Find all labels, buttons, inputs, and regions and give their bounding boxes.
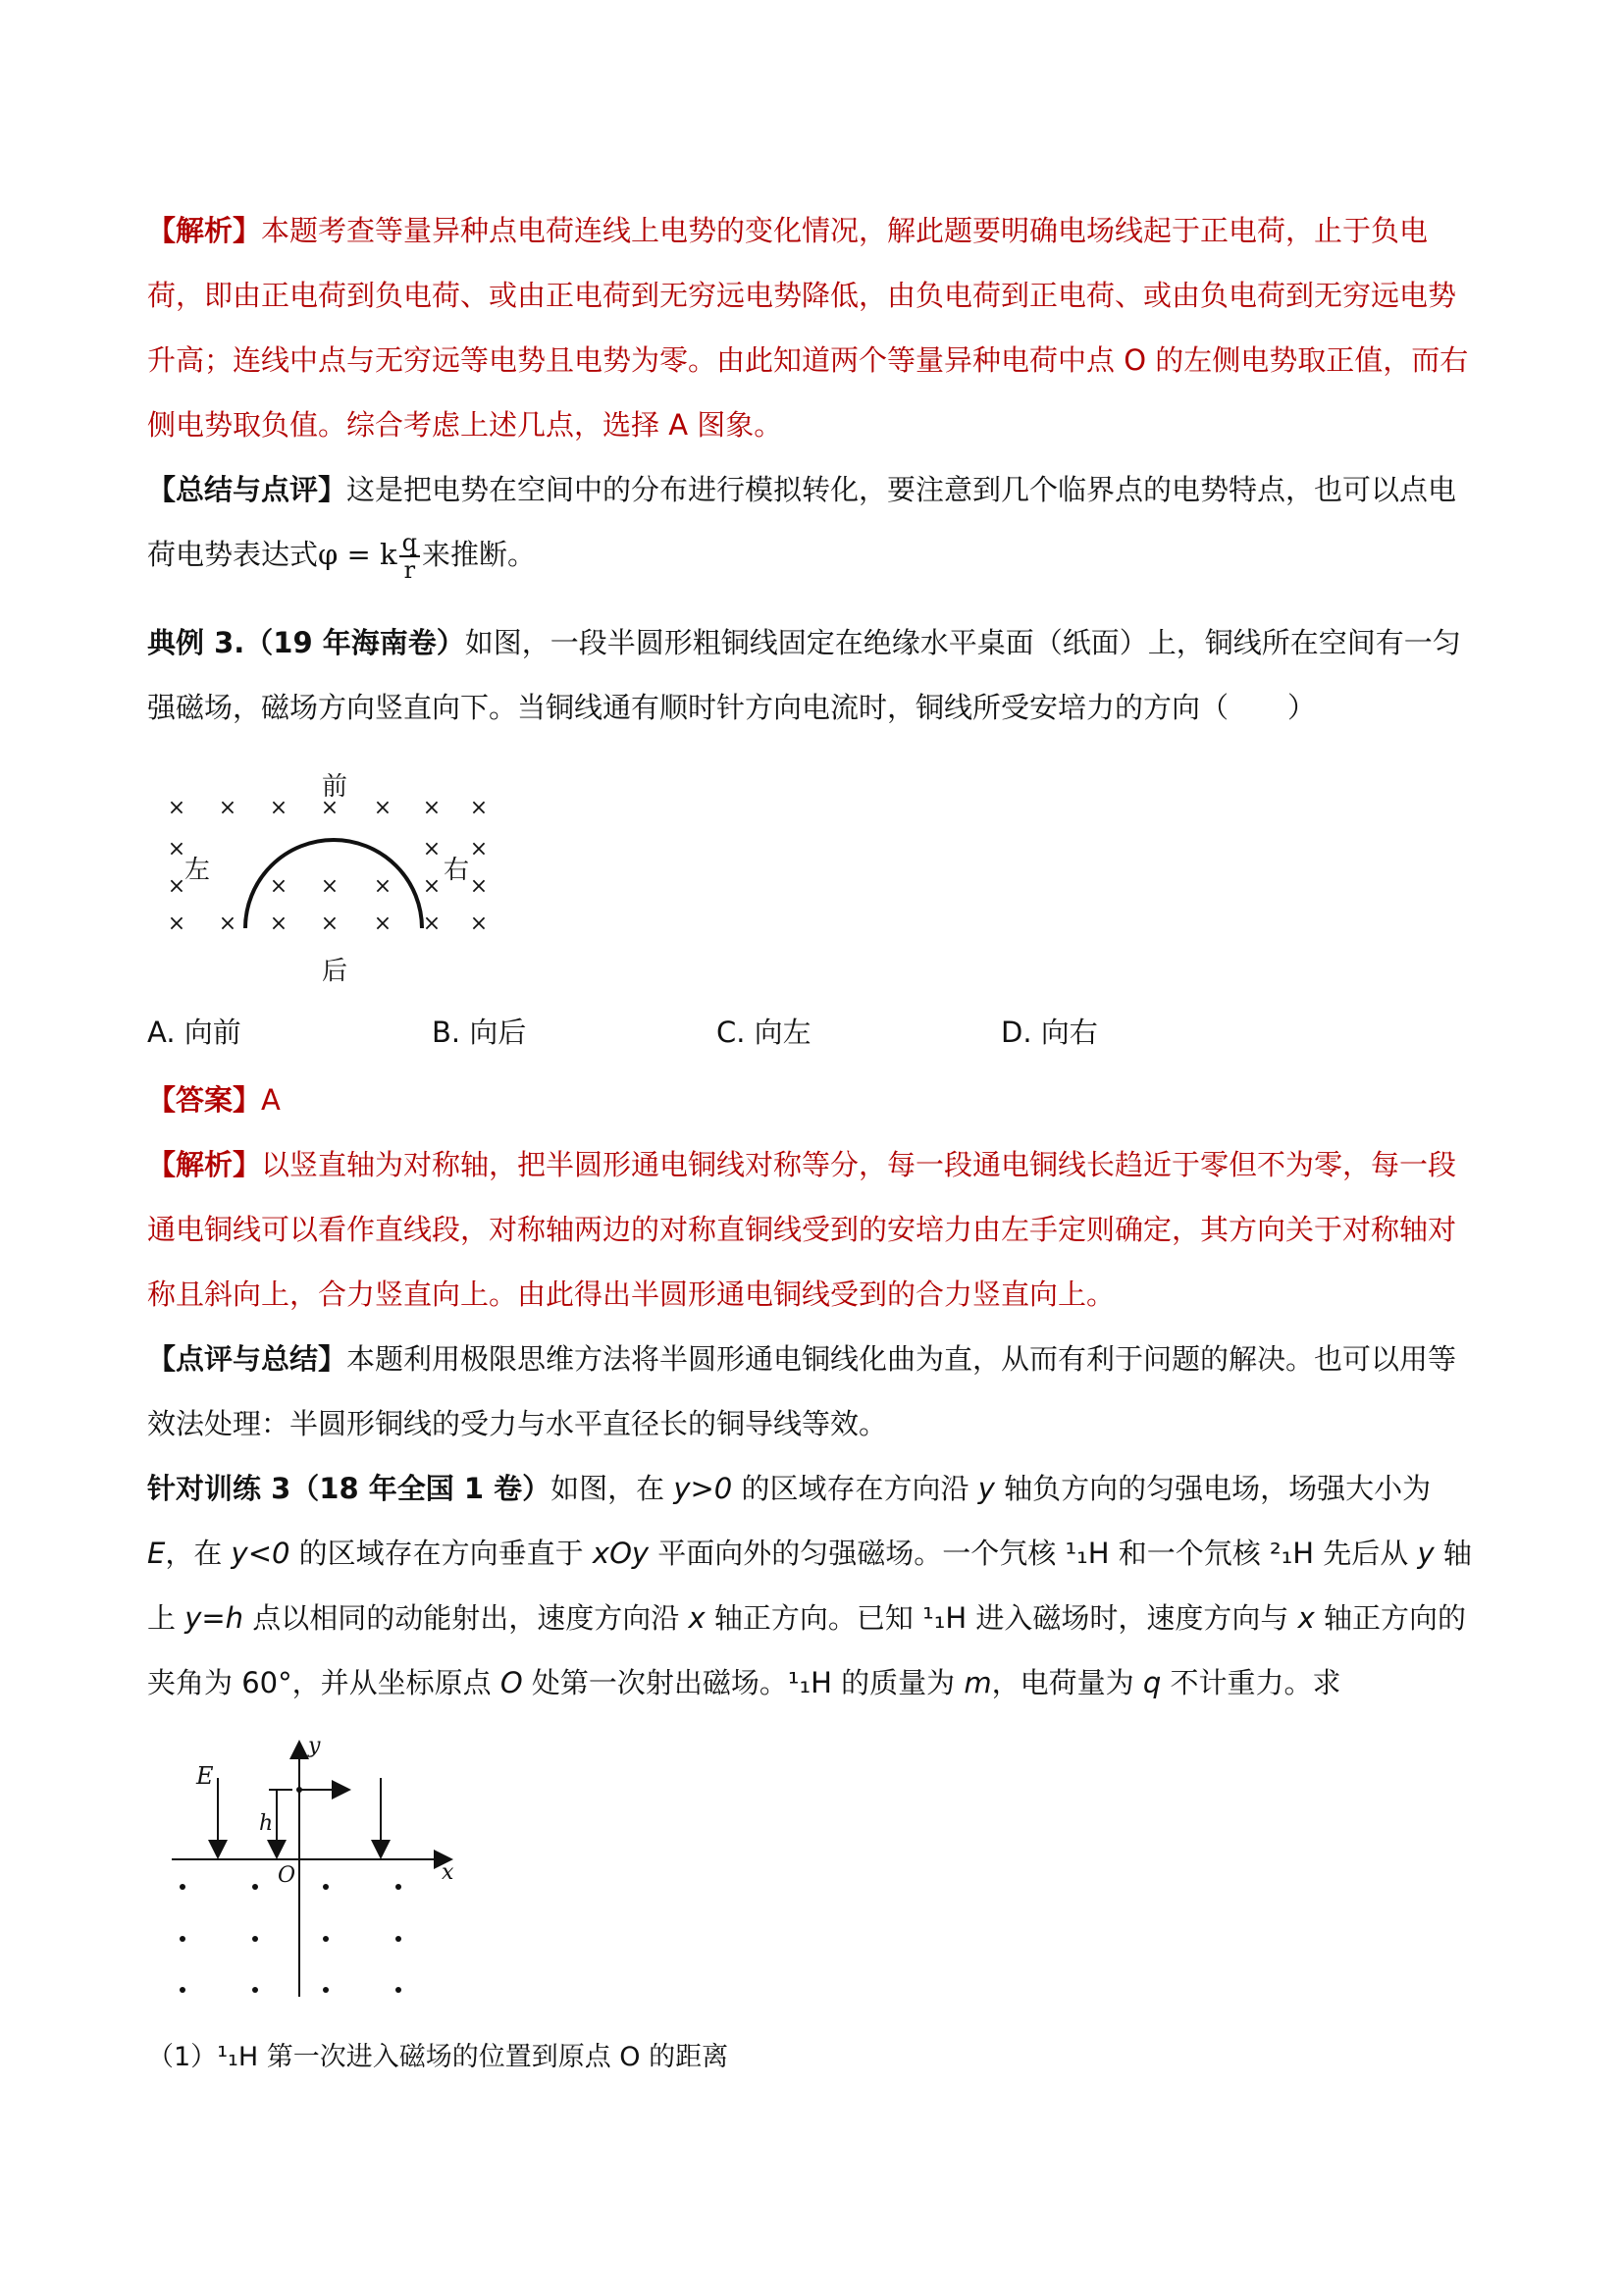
isotope-protium: ¹₁H bbox=[1065, 1537, 1110, 1570]
choice-c[interactable]: C. 向左 bbox=[716, 1016, 812, 1049]
field-cross: × bbox=[422, 837, 442, 861]
comment-label: 【点评与总结】 bbox=[147, 1342, 347, 1376]
label-left: 左 bbox=[184, 856, 211, 885]
label-right: 右 bbox=[444, 856, 470, 885]
question-1-text: 第一次进入磁场的位置到原点 O 的距离 bbox=[258, 2042, 729, 2072]
field-cross: × bbox=[422, 796, 442, 820]
field-cross: × bbox=[373, 874, 393, 899]
semicircle-wire-figure bbox=[147, 765, 500, 991]
field-cross: × bbox=[167, 874, 186, 899]
math-q: q bbox=[1142, 1666, 1162, 1699]
text-seg: 轴正方向。已知 bbox=[705, 1601, 923, 1635]
choice-a[interactable]: A. 向前 bbox=[147, 1016, 241, 1049]
text-seg: 和一个氘核 bbox=[1109, 1537, 1270, 1570]
math-y-equals-h: y=h bbox=[184, 1601, 244, 1635]
isotope-protium: ¹₁H bbox=[922, 1601, 968, 1635]
math-y: y bbox=[1417, 1537, 1435, 1570]
field-cross: × bbox=[469, 837, 489, 861]
text-seg: 轴正方向的夹角为 60°，并从坐标原点 bbox=[147, 1601, 1466, 1699]
question-1-isotope: ¹₁H bbox=[217, 2042, 259, 2072]
summary-text: 这是把电势在空间中的分布进行模拟转化，要注意到几个临界点的电势特点，也可以点电荷电势表达式 bbox=[147, 473, 1457, 571]
label-E: E bbox=[196, 1762, 214, 1790]
label-O: O bbox=[278, 1863, 296, 1888]
field-cross: × bbox=[218, 912, 237, 936]
summary-paragraph-1 bbox=[147, 457, 1482, 587]
field-region-figure bbox=[157, 1737, 471, 2002]
math-x: x bbox=[1297, 1601, 1315, 1635]
text-seg: 轴上 bbox=[147, 1537, 1472, 1635]
label-back: 后 bbox=[322, 957, 348, 986]
text-seg: 平面向外的匀强磁场。一个氕核 bbox=[649, 1537, 1066, 1570]
label-front: 前 bbox=[322, 772, 348, 802]
comment-text: 本题利用极限思维方法将半圆形通电铜线化曲为直，从而有利于问题的解决。也可以用等效法处理：半圆形铜线的受力与水平直径长的铜导线等效。 bbox=[147, 1342, 1457, 1440]
math-y-negative: y<0 bbox=[231, 1537, 290, 1570]
summary-label: 【总结与点评】 bbox=[147, 473, 347, 506]
text-seg: ，在 bbox=[165, 1537, 232, 1570]
isotope-deuterium: ²₁H bbox=[1270, 1537, 1315, 1570]
choice-d[interactable]: D. 向右 bbox=[1001, 1016, 1098, 1049]
example-3-close: ） bbox=[1287, 691, 1317, 724]
question-1-number: （1） bbox=[147, 2042, 218, 2072]
field-cross: × bbox=[320, 874, 340, 899]
text-seg: 的区域存在方向沿 bbox=[732, 1472, 978, 1505]
field-cross: × bbox=[373, 912, 393, 936]
label-h: h bbox=[259, 1811, 274, 1836]
analysis-text: 本题考查等量异种点电荷连线上电势的变化情况，解此题要明确电场线起于正电荷，止于负电荷，即由正电荷到负电荷、或由正电荷到无穷远电势降低，由负电荷到正电荷、或由负电荷到无穷远电势升高；连线中点与无穷远等电势且电势为零。由此知道两个等量异种电荷中点 O 的左侧电势取正值，而右侧电势取负值。综合考虑上述几点，选择 A 图象。 bbox=[147, 214, 1469, 442]
question-1 bbox=[147, 2025, 1482, 2090]
analysis-paragraph-1 bbox=[147, 198, 1482, 457]
field-cross: × bbox=[320, 912, 340, 936]
answer-line bbox=[147, 1068, 1482, 1132]
text-seg: 先后从 bbox=[1314, 1537, 1418, 1570]
answer-label: 【答案】 bbox=[147, 1083, 262, 1117]
text-seg: 进入磁场时，速度方向与 bbox=[967, 1601, 1298, 1635]
math-y-positive: y>0 bbox=[673, 1472, 733, 1505]
field-cross: × bbox=[167, 796, 186, 820]
math-x: x bbox=[688, 1601, 706, 1635]
field-cross: × bbox=[469, 874, 489, 899]
training-3-label: 针对训练 3（18 年全国 1 卷） bbox=[147, 1472, 551, 1505]
analysis-label-2: 【解析】 bbox=[147, 1148, 262, 1181]
analysis-paragraph-2 bbox=[147, 1132, 1482, 1327]
analysis-label: 【解析】 bbox=[147, 214, 262, 247]
example-3-label: 典例 3.（19 年海南卷） bbox=[147, 626, 465, 659]
choice-b[interactable]: B. 向后 bbox=[432, 1016, 527, 1049]
math-y: y bbox=[977, 1472, 995, 1505]
field-cross: × bbox=[422, 912, 442, 936]
field-cross: × bbox=[320, 796, 340, 820]
field-cross: × bbox=[469, 796, 489, 820]
fraction-denominator: r bbox=[403, 556, 416, 584]
text-seg: 的质量为 bbox=[831, 1666, 965, 1699]
text-seg: ，电荷量为 bbox=[991, 1666, 1143, 1699]
example-3-paragraph bbox=[147, 610, 1482, 740]
text-seg: 的区域存在方向垂直于 bbox=[289, 1537, 593, 1570]
analysis-text-2: 以竖直轴为对称轴，把半圆形通电铜线对称等分，每一段通电铜线长趋近于零但不为零，每一段通电铜线可以看作直线段，对称轴两边的对称直铜线受到的安培力由左手定则确定，其方向关于对称轴对称且斜向上，合力竖直向上。由此得出半圆形通电铜线受到的合力竖直向上。 bbox=[147, 1148, 1457, 1311]
fraction-numerator: q bbox=[399, 530, 420, 557]
text-seg: 如图，在 bbox=[550, 1472, 674, 1505]
math-xOy: xOy bbox=[592, 1537, 650, 1570]
example-3-text: 如图，一段半圆形粗铜线固定在绝缘水平桌面（纸面）上，铜线所在空间有一匀强磁场，磁场方向竖直向下。当铜线通有顺时针方向电流时，铜线所受安培力的方向（ bbox=[147, 626, 1461, 724]
formula-lhs: φ = k bbox=[318, 538, 397, 571]
text-seg: 点以相同的动能射出，速度方向沿 bbox=[243, 1601, 689, 1635]
isotope-protium: ¹₁H bbox=[787, 1666, 832, 1699]
comment-paragraph bbox=[147, 1327, 1482, 1456]
field-cross: × bbox=[167, 912, 186, 936]
math-E: E bbox=[147, 1537, 166, 1570]
field-cross: × bbox=[269, 912, 288, 936]
field-cross: × bbox=[469, 912, 489, 936]
field-cross: × bbox=[373, 796, 393, 820]
label-y: y bbox=[308, 1737, 321, 1758]
math-O: O bbox=[499, 1666, 523, 1699]
label-x: x bbox=[442, 1860, 454, 1885]
magnetic-field-dots bbox=[180, 1884, 401, 1993]
field-cross: × bbox=[218, 796, 237, 820]
formula-fraction bbox=[399, 530, 420, 583]
magnetic-field-crosses bbox=[168, 796, 488, 936]
field-cross: × bbox=[167, 837, 186, 861]
summary-text-end: 来推断。 bbox=[422, 538, 537, 571]
training-3-paragraph bbox=[147, 1456, 1482, 1715]
text-seg: 处第一次射出磁场。 bbox=[522, 1666, 788, 1699]
field-cross: × bbox=[422, 874, 442, 899]
text-seg: 轴负方向的匀强电场，场强大小为 bbox=[994, 1472, 1432, 1505]
answer-value: A bbox=[261, 1083, 281, 1117]
field-cross: × bbox=[269, 796, 288, 820]
field-cross: × bbox=[269, 874, 288, 899]
text-seg: 不计重力。求 bbox=[1161, 1666, 1341, 1699]
math-m: m bbox=[964, 1666, 992, 1699]
